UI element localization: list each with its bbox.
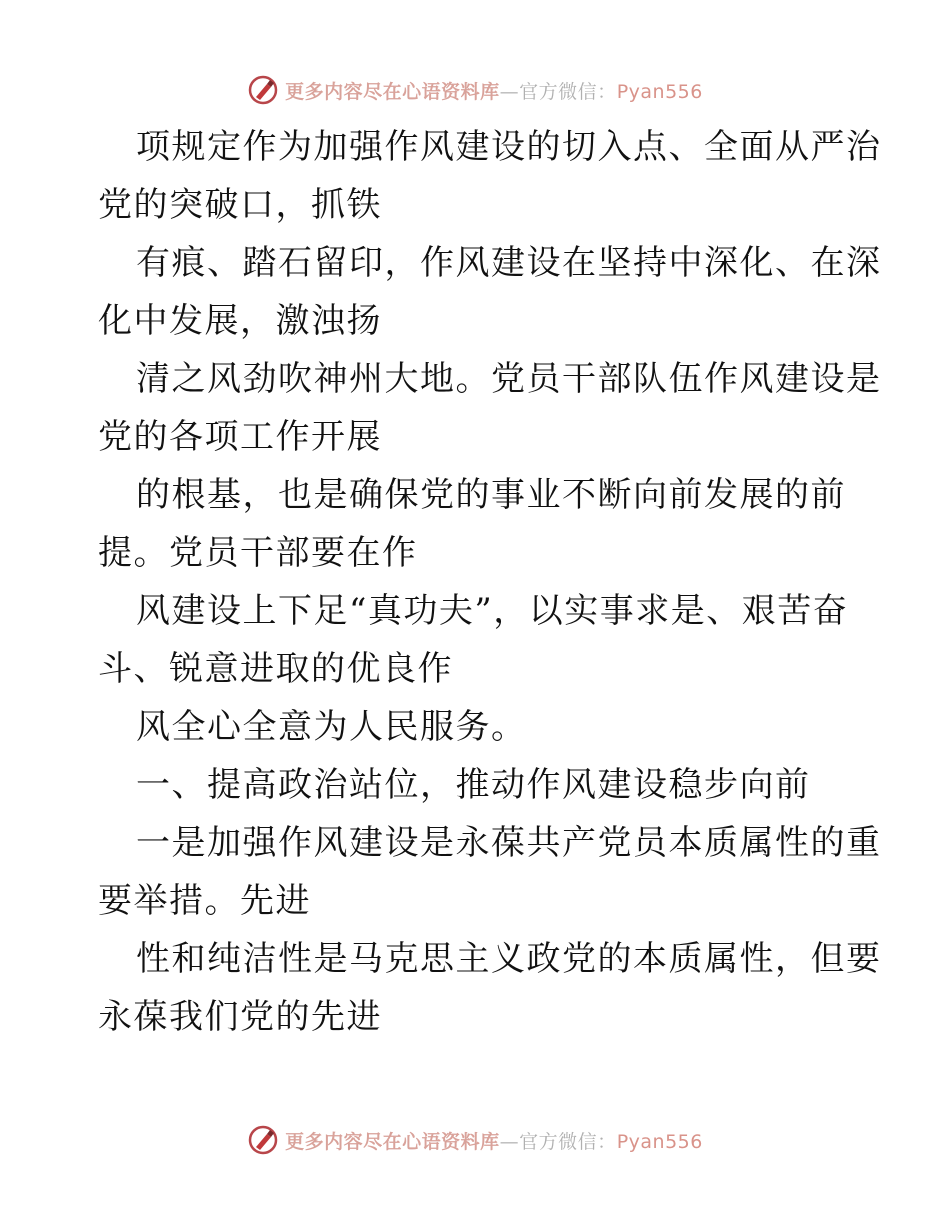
document-body: [98, 118, 882, 1046]
text-line: 斗、锐意进取的优良作: [98, 649, 453, 689]
pen-circle-logo-icon: [247, 1124, 279, 1156]
text-line: 一是加强作风建设是永葆共产党员本质属性的重: [136, 823, 882, 863]
watermark-text: [285, 77, 703, 104]
watermark-contact-id: Pyan556: [616, 1130, 703, 1153]
watermark-brand: 更多内容尽在心语资料库: [285, 80, 500, 103]
text-line: 一、提高政治站位，推动作风建设稳步向前: [136, 765, 811, 805]
watermark-text: [285, 1127, 703, 1154]
text-line: 党的突破口，抓铁: [98, 185, 382, 225]
text-line: 党的各项工作开展: [98, 417, 382, 457]
footer-watermark: [0, 1120, 950, 1160]
watermark-separator: —: [499, 80, 520, 103]
watermark-brand: 更多内容尽在心语资料库: [285, 1130, 500, 1153]
pen-circle-logo-icon: [247, 74, 279, 106]
watermark-contact-label: 官方微信：: [519, 80, 617, 103]
header-watermark: [0, 70, 950, 110]
text-line: 性和纯洁性是马克思主义政党的本质属性，但要: [136, 939, 882, 979]
text-line: 风全心全意为人民服务。: [136, 707, 527, 747]
text-line: 有痕、踏石留印，作风建设在坚持中深化、在深: [136, 243, 882, 283]
text-line: 要举措。先进: [98, 881, 311, 921]
watermark-contact-id: Pyan556: [616, 80, 703, 103]
text-line: 化中发展，激浊扬: [98, 301, 382, 341]
watermark-separator: —: [499, 1130, 520, 1153]
text-line: 项规定作为加强作风建设的切入点、全面从严治: [136, 127, 882, 167]
text-line: 风建设上下足“真功夫”，以实事求是、艰苦奋: [136, 591, 849, 631]
text-line: 永葆我们党的先进: [98, 997, 382, 1037]
text-line: 清之风劲吹神州大地。党员干部队伍作风建设是: [136, 359, 882, 399]
text-line: 的根基，也是确保党的事业不断向前发展的前: [136, 475, 846, 515]
watermark-contact-label: 官方微信：: [519, 1130, 617, 1153]
text-line: 提。党员干部要在作: [98, 533, 418, 573]
